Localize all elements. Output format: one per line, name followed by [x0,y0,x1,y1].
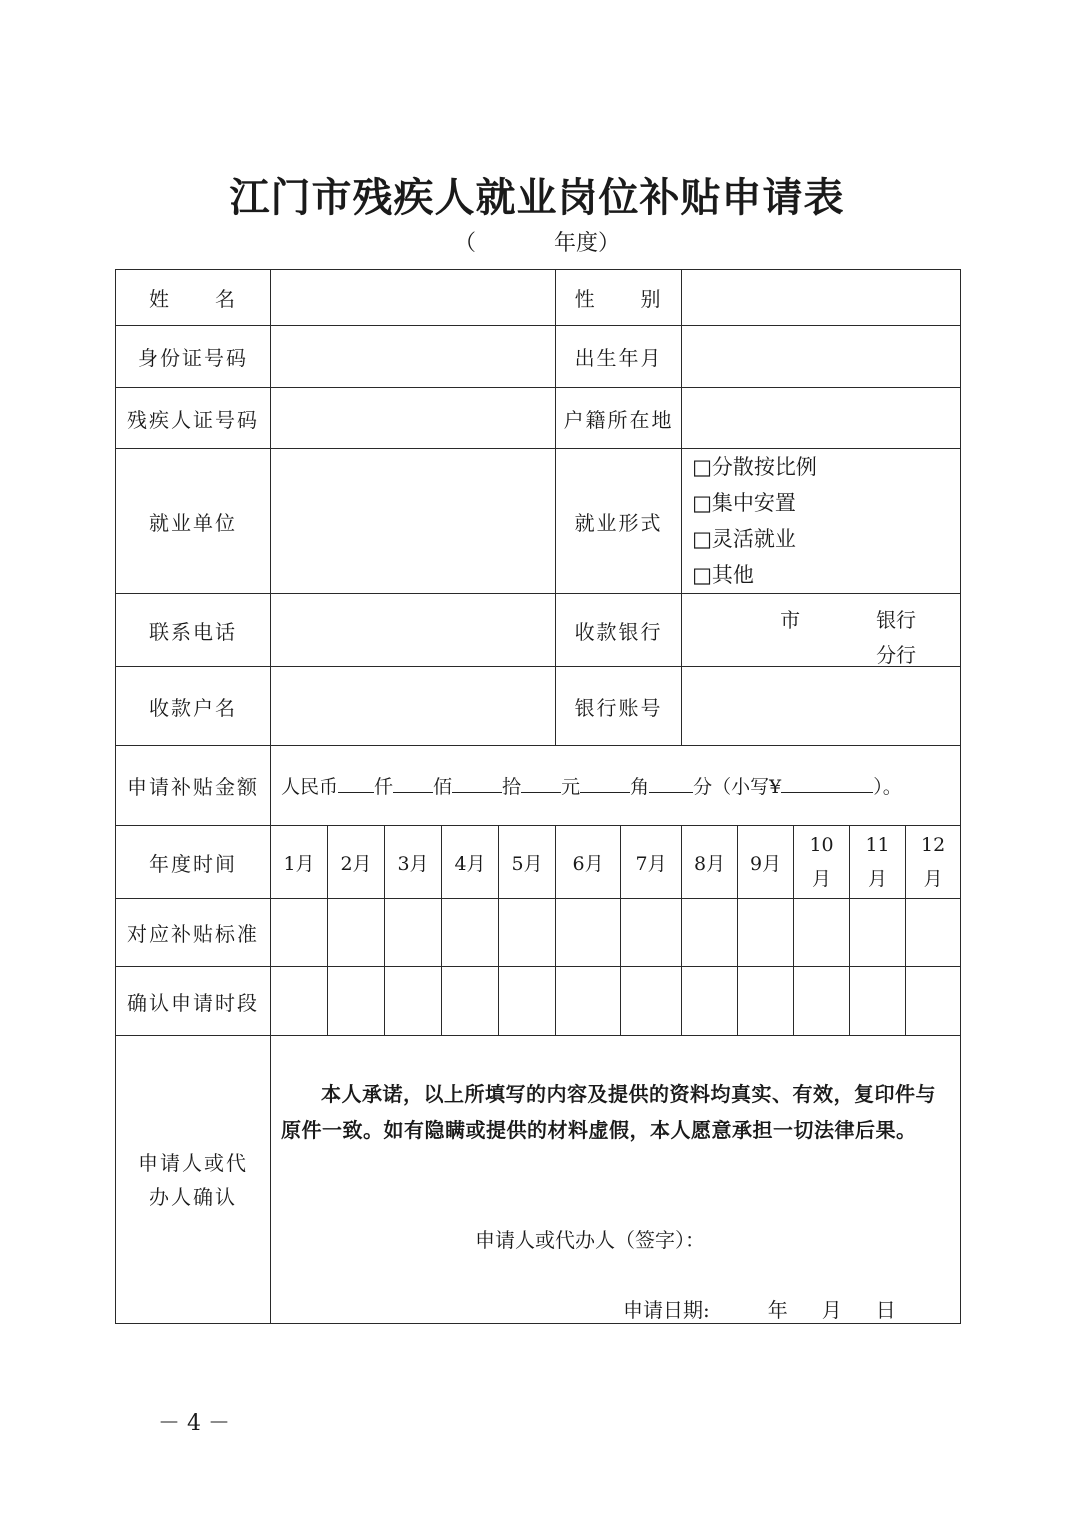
amount-field [271,746,961,826]
application-date [623,1294,896,1323]
row-phone [116,594,961,667]
row-months [116,826,961,899]
checkbox-centralized[interactable]: □集中安置 [692,491,796,515]
month-unit: 月 [868,868,888,890]
amount-blank-numeric[interactable] [781,776,873,793]
row-confirm-period [116,967,961,1036]
month-cell [850,826,906,899]
signature-label: 申请人或代办人（签字）： [475,1228,705,1252]
period-label: 年度时间 [116,826,271,899]
standard-cell[interactable] [850,899,906,967]
date-month: 月 [821,1298,842,1322]
amount-unit-hundreds: 佰 [433,776,453,798]
standard-cell[interactable] [738,899,794,967]
month-cell [794,826,850,899]
id-number-label: 身份证号码 [116,326,271,388]
confirm-cell[interactable] [682,967,738,1036]
amount-blank-hundreds[interactable] [393,776,433,793]
amount-unit-jiao: 角 [630,776,650,798]
confirm-cell[interactable] [738,967,794,1036]
promise-area [271,1036,961,1324]
month-cell: 6月 [556,826,621,899]
row-applicant-confirm [116,1036,961,1324]
phone-label: 联系电话 [116,594,271,667]
date-day: 日 [875,1298,896,1322]
month-number: 12 [921,834,946,856]
month-unit: 月 [923,868,943,890]
confirm-period-label: 确认申请时段 [116,967,271,1036]
amount-blank-tens[interactable] [452,776,502,793]
checkbox-proportional[interactable]: □分散按比例 [692,455,817,479]
account-name-label: 收款户名 [116,667,271,746]
id-number-field[interactable] [271,326,556,388]
form-title: 江门市残疾人就业岗位补贴申请表 [229,174,845,221]
month-cell: 2月 [328,826,385,899]
month-cell: 3月 [385,826,442,899]
bank-label: 收款银行 [556,594,682,667]
amount-unit-yuan: 元 [561,776,581,798]
page-number: － 4 － [158,1411,230,1436]
month-cell: 7月 [621,826,682,899]
amount-blank-yuan[interactable] [521,776,561,793]
month-number: 11 [865,834,890,856]
name-label: 姓 名 [116,270,271,326]
amount-blank-jiao[interactable] [580,776,630,793]
standard-cell[interactable] [442,899,499,967]
standard-cell[interactable] [556,899,621,967]
account-no-label: 银行账号 [556,667,682,746]
confirm-cell[interactable] [385,967,442,1036]
hukou-label: 户籍所在地 [556,388,682,449]
amount-prefix: 人民币 [281,776,339,798]
checkbox-other[interactable]: □其他 [692,563,754,587]
confirm-cell[interactable] [850,967,906,1036]
amount-blank-thousands[interactable] [338,776,374,793]
applicant-confirm-label: 申请人或代办人确认 [116,1036,271,1324]
gender-field[interactable] [682,270,961,326]
month-cell: 5月 [499,826,556,899]
amount-unit-fen: 分（小写¥ [693,776,782,798]
month-number: 10 [809,834,834,856]
row-employer [116,449,961,594]
hukou-field[interactable] [682,388,961,449]
account-no-field[interactable] [682,667,961,746]
gender-label: 性 别 [556,270,682,326]
promise-text: 本人承诺，以上所填写的内容及提供的资料均真实、有效，复印件与原件一致。如有隐瞒或提供的材料虚假，本人愿意承担一切法律后果。 [281,1082,936,1142]
row-disability [116,388,961,449]
amount-unit-thousands: 仟 [374,776,394,798]
month-cell: 8月 [682,826,738,899]
confirm-cell[interactable] [621,967,682,1036]
amount-label: 申请补贴金额 [116,746,271,826]
confirm-cell[interactable] [499,967,556,1036]
month-cell: 9月 [738,826,794,899]
row-name [116,270,961,326]
standard-cell[interactable] [682,899,738,967]
standard-label: 对应补贴标准 [116,899,271,967]
confirm-cell[interactable] [442,967,499,1036]
subtitle-year-label: 年度） [554,231,621,256]
confirm-cell[interactable] [794,967,850,1036]
employer-field[interactable] [271,449,556,594]
phone-field[interactable] [271,594,556,667]
bank-field[interactable] [682,594,961,667]
standard-cell[interactable] [906,899,961,967]
employment-type-label: 就业形式 [556,449,682,594]
row-id [116,326,961,388]
amount-suffix: ）。 [873,776,902,798]
account-name-field[interactable] [271,667,556,746]
birth-label: 出生年月 [556,326,682,388]
row-standard [116,899,961,967]
standard-cell[interactable] [621,899,682,967]
standard-cell[interactable] [271,899,328,967]
row-account [116,667,961,746]
standard-cell[interactable] [328,899,385,967]
month-cell: 4月 [442,826,499,899]
employer-label: 就业单位 [116,449,271,594]
subtitle-open-paren: （ [453,231,476,256]
standard-cell[interactable] [794,899,850,967]
date-year: 年 [767,1298,788,1322]
amount-unit-tens: 拾 [502,776,522,798]
confirm-cell[interactable] [328,967,385,1036]
date-prefix: 申请日期: [623,1298,710,1322]
checkbox-flexible[interactable]: □灵活就业 [692,527,796,551]
standard-cell[interactable] [499,899,556,967]
confirm-cell[interactable] [271,967,328,1036]
name-field[interactable] [271,270,556,326]
amount-blank-fen[interactable] [649,776,693,793]
bank-name-text: 银行 [876,608,917,632]
row-amount [116,746,961,826]
disability-cert-field[interactable] [271,388,556,449]
disability-cert-label: 残疾人证号码 [116,388,271,449]
bank-city-text: 市 [780,608,801,632]
application-form-table [115,269,961,1324]
confirm-cell[interactable] [906,967,961,1036]
employment-type-options [682,449,961,594]
confirm-cell[interactable] [556,967,621,1036]
month-cell [906,826,961,899]
bank-branch-text: 分行 [876,643,917,667]
standard-cell[interactable] [385,899,442,967]
month-cell: 1月 [271,826,328,899]
month-unit: 月 [812,868,832,890]
year-subtitle [0,226,1074,257]
birth-field[interactable] [682,326,961,388]
